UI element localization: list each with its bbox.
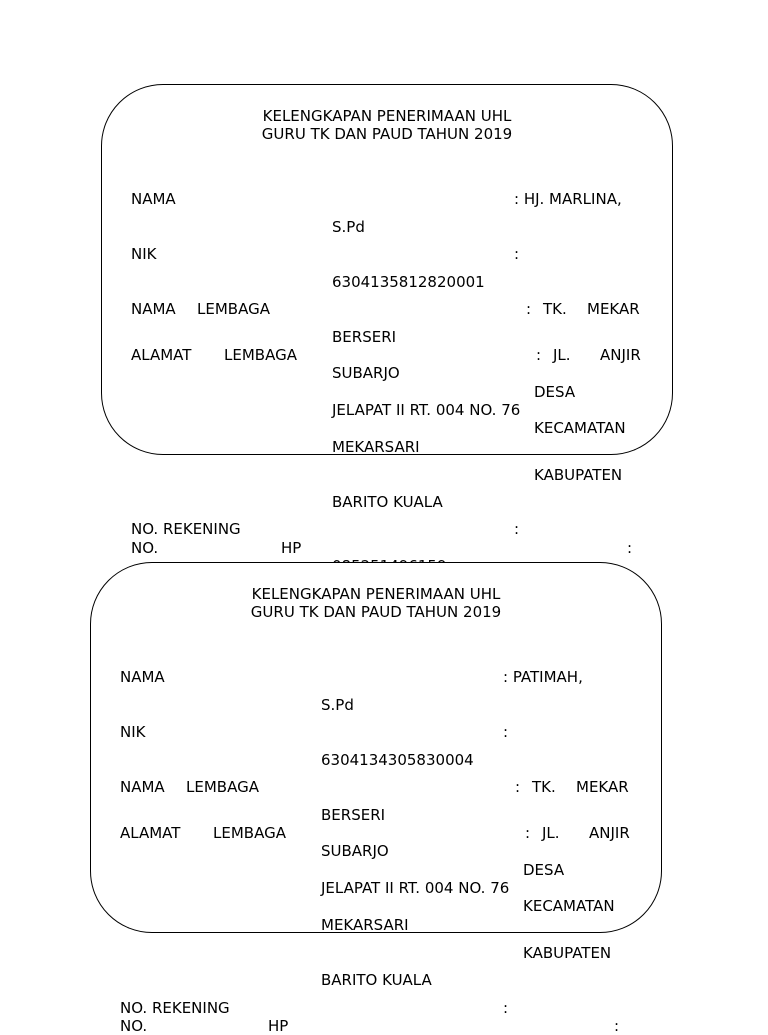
nik-colon: :	[514, 245, 520, 263]
nama-lembaga-value-1: TK.	[532, 778, 556, 796]
alamat-value-line5: BARITO KUALA	[332, 493, 443, 511]
alamat-lembaga-label-1: ALAMAT	[120, 824, 181, 842]
nama-lembaga-value-cont: BERSERI	[332, 328, 397, 346]
alamat-value-line2: SUBARJO	[321, 842, 389, 860]
nik-colon: :	[503, 723, 509, 741]
alamat-value-line3: JELAPAT II RT. 004 NO. 76	[332, 401, 521, 419]
nama-value-cont: S.Pd	[321, 696, 354, 714]
nama-lembaga-value-2: MEKAR	[587, 300, 640, 318]
alamat-lembaga-label-1: ALAMAT	[131, 346, 192, 364]
alamat-value-line2: SUBARJO	[332, 364, 400, 382]
alamat-lembaga-value-2: ANJIR	[589, 824, 630, 842]
nik-label: NIK	[120, 723, 146, 741]
alamat-lembaga-value-2: ANJIR	[600, 346, 641, 364]
form-title-line2: GURU TK DAN PAUD TAHUN 2019	[261, 125, 513, 143]
alamat-value-line4: MEKARSARI	[321, 916, 409, 934]
nama-lembaga-value-cont: BERSERI	[321, 806, 386, 824]
alamat-kecamatan: KECAMATAN	[534, 419, 626, 437]
no-rekening-colon: :	[514, 520, 520, 538]
form-card-2	[0, 478, 768, 1035]
alamat-value-line4: MEKARSARI	[332, 438, 420, 456]
alamat-kabupaten: KABUPATEN	[534, 466, 623, 484]
alamat-lembaga-label-2: LEMBAGA	[213, 824, 286, 842]
no-hp-label-2: HP	[268, 1017, 289, 1035]
nama-value: : PATIMAH,	[503, 668, 583, 686]
form-title-line1: KELENGKAPAN PENERIMAAN UHL	[262, 107, 512, 125]
alamat-desa: DESA	[534, 383, 576, 401]
nama-lembaga-value-1: TK.	[543, 300, 567, 318]
alamat-lembaga-label-2: LEMBAGA	[224, 346, 297, 364]
form-title-line1: KELENGKAPAN PENERIMAAN UHL	[251, 585, 501, 603]
alamat-lembaga-value-1: JL.	[542, 824, 560, 842]
alamat-desa: DESA	[523, 861, 565, 879]
nik-label: NIK	[131, 245, 157, 263]
nama-value-cont: S.Pd	[332, 218, 365, 236]
form-title-line2: GURU TK DAN PAUD TAHUN 2019	[250, 603, 502, 621]
alamat-lembaga-colon: :	[536, 346, 542, 364]
nama-lembaga-label-1: NAMA	[120, 778, 165, 796]
nik-value: 6304134305830004	[321, 751, 474, 769]
no-hp-label-2: HP	[281, 539, 302, 557]
no-hp-label-1: NO.	[131, 539, 159, 557]
alamat-value-line3: JELAPAT II RT. 004 NO. 76	[321, 879, 510, 897]
nama-label: NAMA	[131, 190, 176, 208]
nama-lembaga-colon: :	[515, 778, 521, 796]
no-rekening-colon: :	[503, 999, 509, 1017]
no-hp-label-1: NO.	[120, 1017, 148, 1035]
nama-value: : HJ. MARLINA,	[514, 190, 622, 208]
alamat-kabupaten: KABUPATEN	[523, 944, 612, 962]
nama-lembaga-label-2: LEMBAGA	[197, 300, 270, 318]
nama-lembaga-label-2: LEMBAGA	[186, 778, 259, 796]
nama-lembaga-label-1: NAMA	[131, 300, 176, 318]
nama-lembaga-colon: :	[526, 300, 532, 318]
nama-lembaga-value-2: MEKAR	[576, 778, 629, 796]
no-rekening-label: NO. REKENING	[131, 520, 241, 538]
alamat-lembaga-colon: :	[525, 824, 531, 842]
no-hp-colon: :	[614, 1017, 620, 1035]
no-hp-colon: :	[627, 539, 633, 557]
alamat-kecamatan: KECAMATAN	[523, 897, 615, 915]
alamat-value-line5: BARITO KUALA	[321, 971, 432, 989]
nama-label: NAMA	[120, 668, 165, 686]
nik-value: 6304135812820001	[332, 273, 485, 291]
no-rekening-label: NO. REKENING	[120, 999, 230, 1017]
alamat-lembaga-value-1: JL.	[553, 346, 571, 364]
